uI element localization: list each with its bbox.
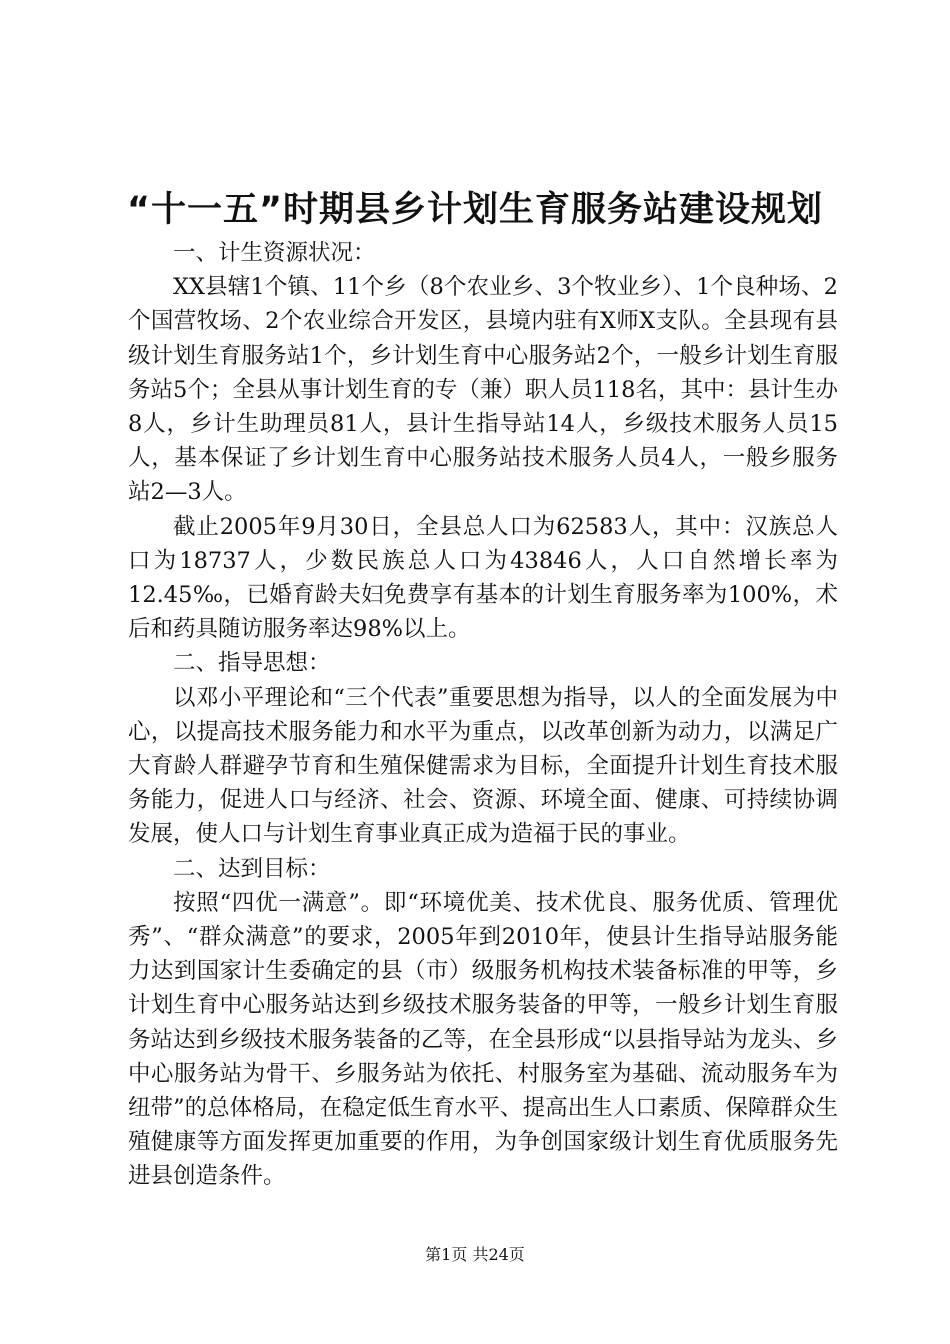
paragraph-population-stats: 截止2005年9月30日，全县总人口为62583人，其中：汉族总人口为18737人，少数民族总人口为43846人，人口自然增长率为12.45‰，已婚育龄夫妇免费享有基本的计划生育服务率为100%，术后和药具随访服务率达98%以上。: [128, 513, 838, 643]
paragraph-resources-detail: XX县辖1个镇、11个乡（8个农业乡、3个牧业乡）、1个良种场、2个国营牧场、2个农业综合开发区，县境内驻有X师X支队。全县现有县级计划生育服务站1个，乡计划生育中心服务站2个，一般乡计划生育服务站5个；全县从事计划生育的专（兼）职人员118名，其中：县计生办8人，乡计生助理员81人，县计生指导站14人，乡级技术服务人员15人，基本保证了乡计划生育中心服务站技术服务人员4人，一般乡服务站2—3人。: [128, 274, 838, 506]
section-heading-guiding-ideology: 二、指导思想：: [173, 650, 331, 677]
document-body: [128, 236, 838, 1194]
section-heading-goals: 二、达到目标：: [173, 855, 331, 882]
section-heading-resources: 一、计生资源状况：: [173, 240, 376, 266]
document-title: “十一五”时期县乡计划生育服务站建设规划: [126, 190, 823, 230]
paragraph-guiding-ideology: 以邓小平理论和“三个代表”重要思想为指导，以人的全面发展为中心，以提高技术服务能力和水平为重点，以改革创新为动力，以满足广大育龄人群避孕节育和生殖保健需求为目标，全面提升计划生育技术服务能力，促进人口与经济、社会、资源、环境全面、健康、可持续协调发展，使人口与计划生育事业真正成为造福于民的事业。: [128, 684, 838, 848]
paragraph-goals: 按照“四优一满意”。即“环境优美、技术优良、服务优质、管理优秀”、“群众满意”的要求，2005年到2010年，使县计生指导站服务能力达到国家计生委确定的县（市）级服务机构技术装备标准的甲等，乡计划生育中心服务站达到乡级技术服务装备的甲等，一般乡计划生育服务站达到乡级技术服务装备的乙等，在全县形成“以县指导站为龙头、乡中心服务站为骨干、乡服务站为依托、村服务室为基础、流动服务车为纽带”的总体格局，在稳定低生育水平、提高出生人口素质、保障群众生殖健康等方面发挥更加重要的作用，为争创国家级计划生育优质服务先进县创造条件。: [128, 889, 838, 1190]
page-number-footer: 第1页 共24页: [425, 1245, 525, 1264]
